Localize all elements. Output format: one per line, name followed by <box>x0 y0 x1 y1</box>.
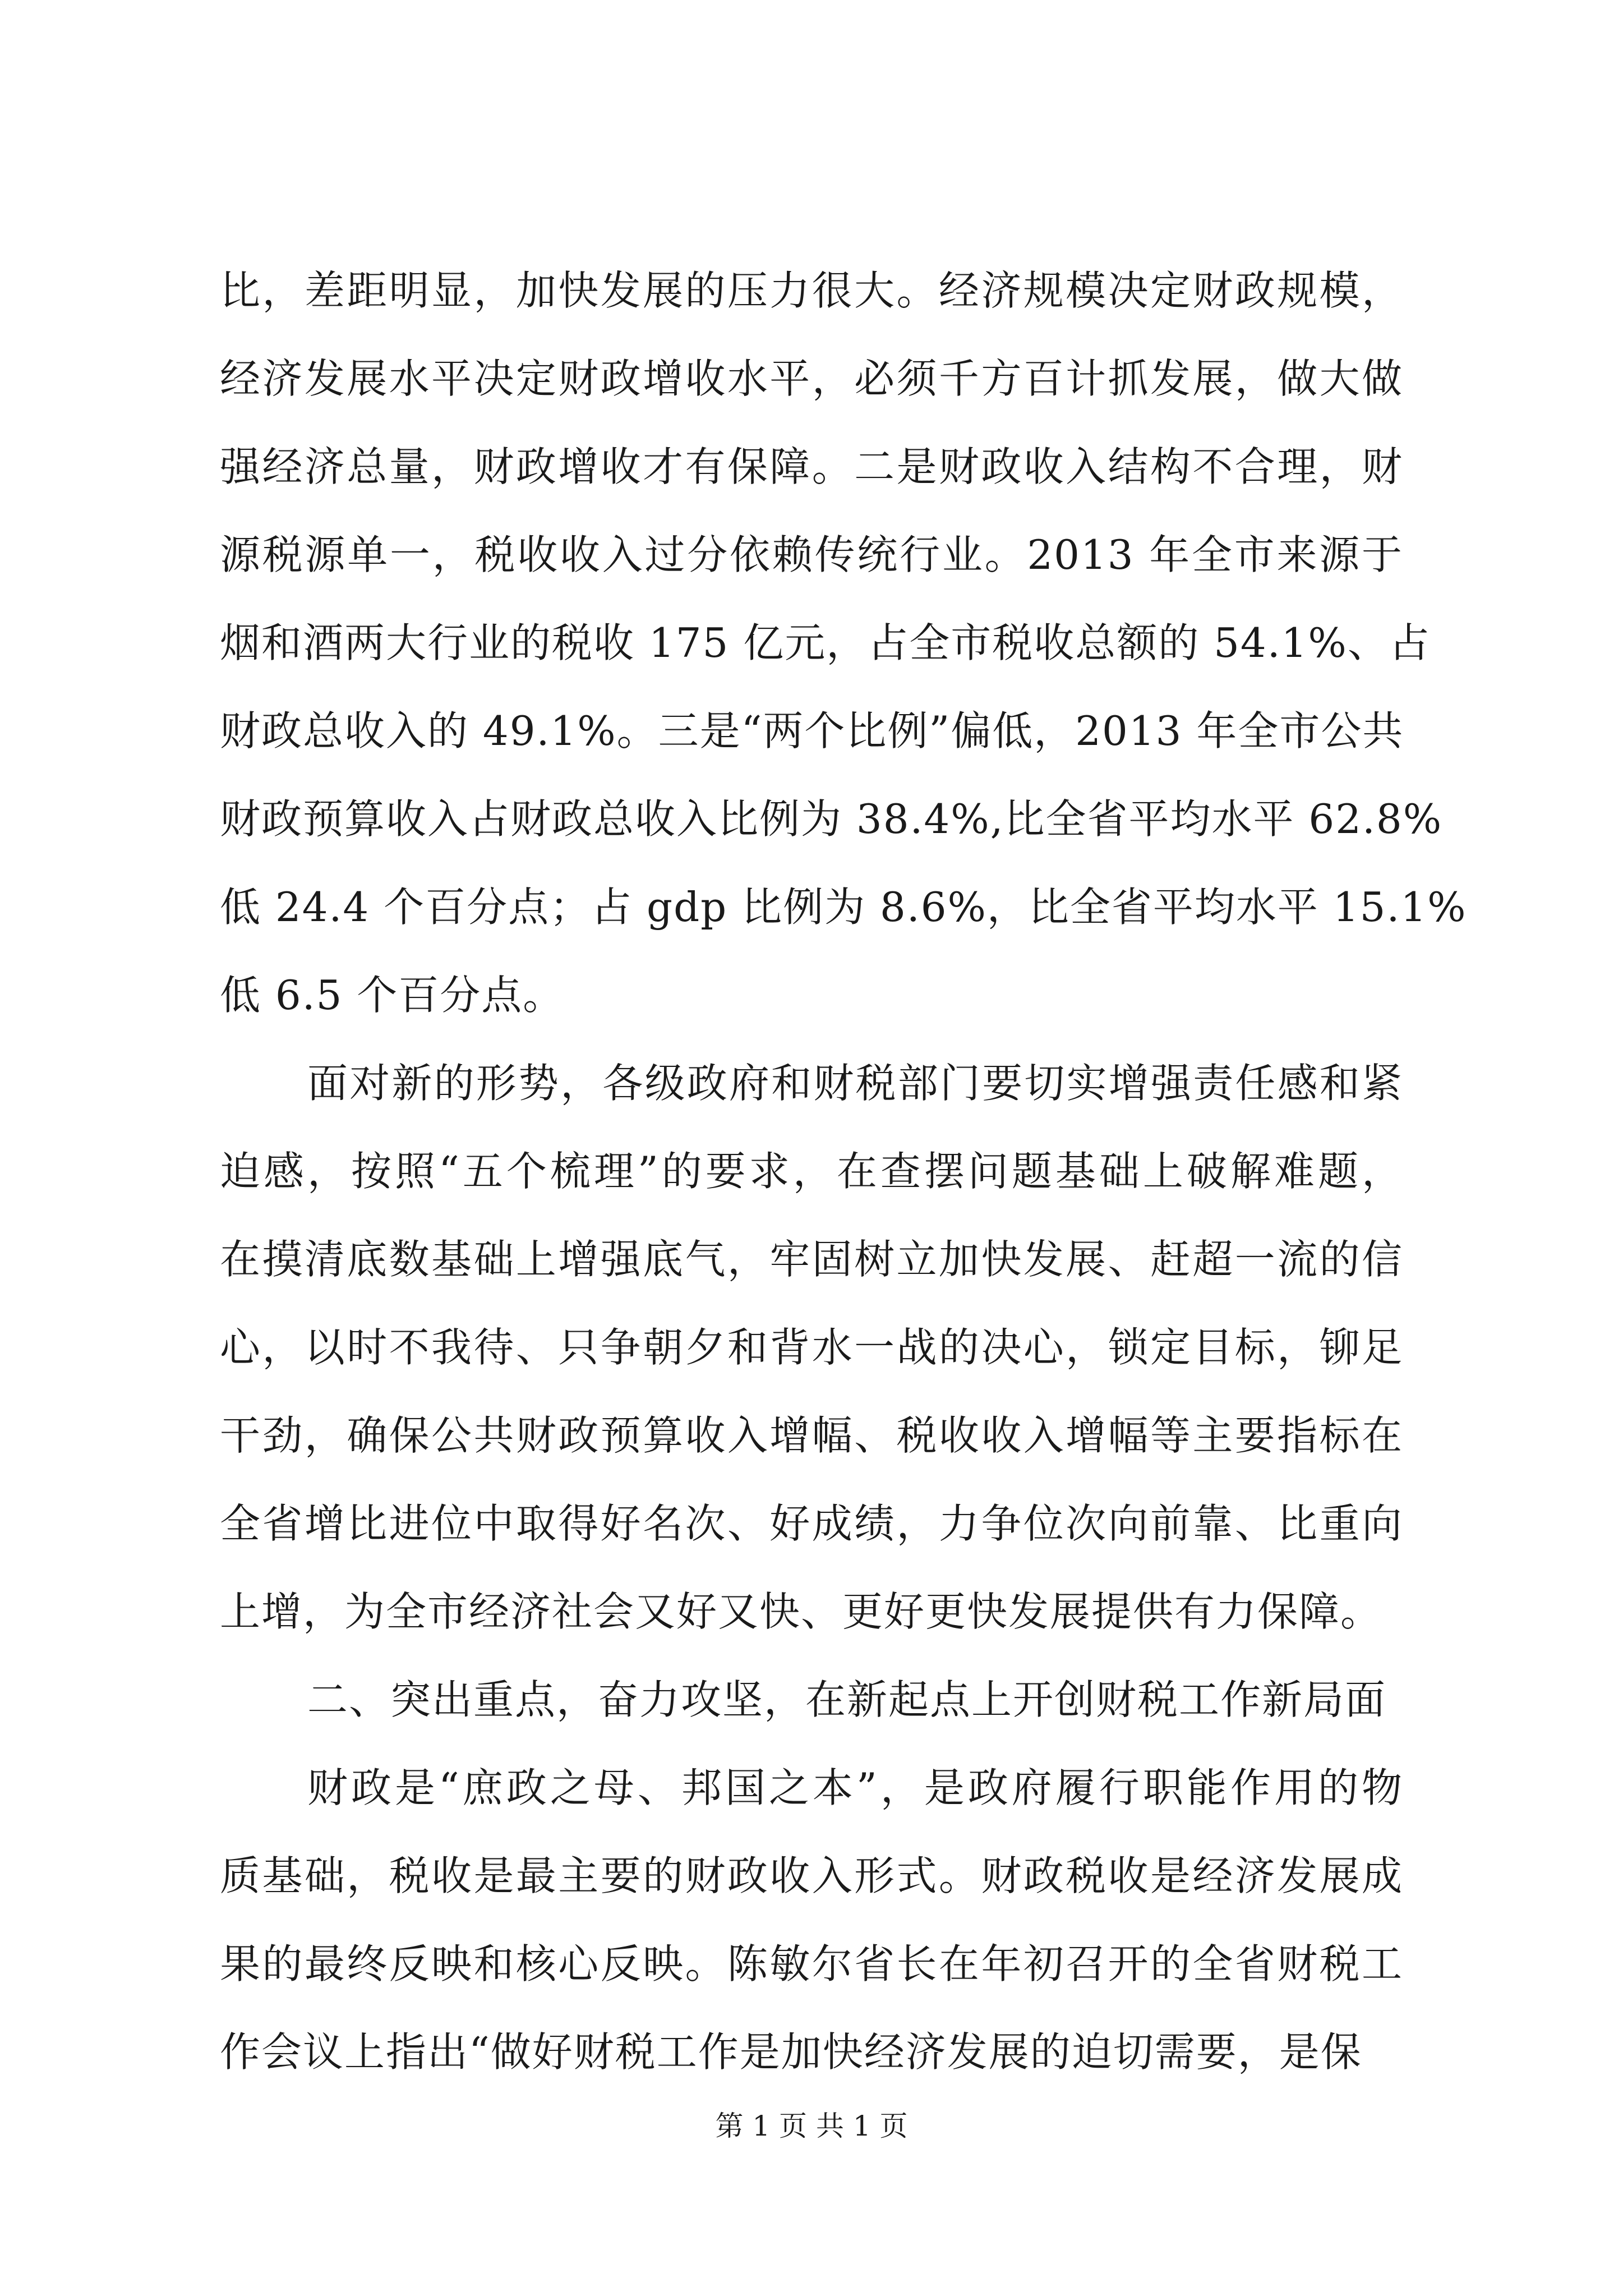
text-line: 比，差距明显，加快发展的压力很大。经济规模决定财政规模， <box>220 267 1403 314</box>
text-line: 面对新的形势，各级政府和财税部门要切实增强责任感和紧 <box>307 1060 1403 1107</box>
text-line: 全省增比进位中取得好名次、好成绩，力争位次向前靠、比重向 <box>220 1500 1403 1547</box>
paragraph <box>220 1656 1403 1744</box>
text-line: 财政是“庶政之母、邦国之本”，是政府履行职能作用的物 <box>307 1764 1403 1811</box>
text-line: 在摸清底数基础上增强底气，牢固树立加快发展、赶超一流的信 <box>220 1236 1403 1283</box>
text-line: 财政总收入的 49.1%。三是“两个比例”偏低，2013 年全市公共 <box>220 707 1404 754</box>
text-line: 果的最终反映和核心反映。陈敏尔省长在年初召开的全省财税工 <box>220 1940 1403 1987</box>
page-footer: 第 1 页 共 1 页 <box>715 2110 908 2142</box>
body-text <box>220 247 1467 2096</box>
text-line: 强经济总量，财政增收才有保障。二是财政收入结构不合理，财 <box>220 443 1403 490</box>
text-line: 低 24.4 个百分点；占 gdp 比例为 8.6%，比全省平均水平 15.1% <box>220 884 1467 931</box>
text-line: 心，以时不我待、只争朝夕和背水一战的决心，锁定目标，铆足 <box>220 1324 1403 1371</box>
paragraph <box>220 247 1467 1039</box>
text-line: 质基础，税收是最主要的财政收入形式。财政税收是经济发展成 <box>220 1852 1403 1899</box>
paragraph <box>220 1039 1403 1656</box>
text-line: 作会议上指出“做好财税工作是加快经济发展的迫切需要，是保 <box>220 2028 1362 2076</box>
text-line: 烟和酒两大行业的税收 175 亿元，占全市税收总额的 54.1%、占 <box>220 619 1431 666</box>
text-line: 迫感，按照“五个梳理”的要求，在查摆问题基础上破解难题， <box>220 1148 1403 1195</box>
text-line: 经济发展水平决定财政增收水平，必须千方百计抓发展，做大做 <box>220 355 1403 402</box>
text-line: 上增，为全市经济社会又好又快、更好更快发展提供有力保障。 <box>220 1588 1382 1635</box>
paragraph <box>220 1744 1403 2096</box>
text-line: 财政预算收入占财政总收入比例为 38.4%,比全省平均水平 62.8% <box>220 795 1443 843</box>
text-line: 源税源单一，税收收入过分依赖传统行业。2013 年全市来源于 <box>220 531 1403 578</box>
text-line: 二、突出重点，奋力攻坚，在新起点上开创财税工作新局面 <box>307 1676 1387 1723</box>
text-line: 干劲，确保公共财政预算收入增幅、税收收入增幅等主要指标在 <box>220 1412 1403 1459</box>
text-line: 低 6.5 个百分点。 <box>220 972 565 1019</box>
